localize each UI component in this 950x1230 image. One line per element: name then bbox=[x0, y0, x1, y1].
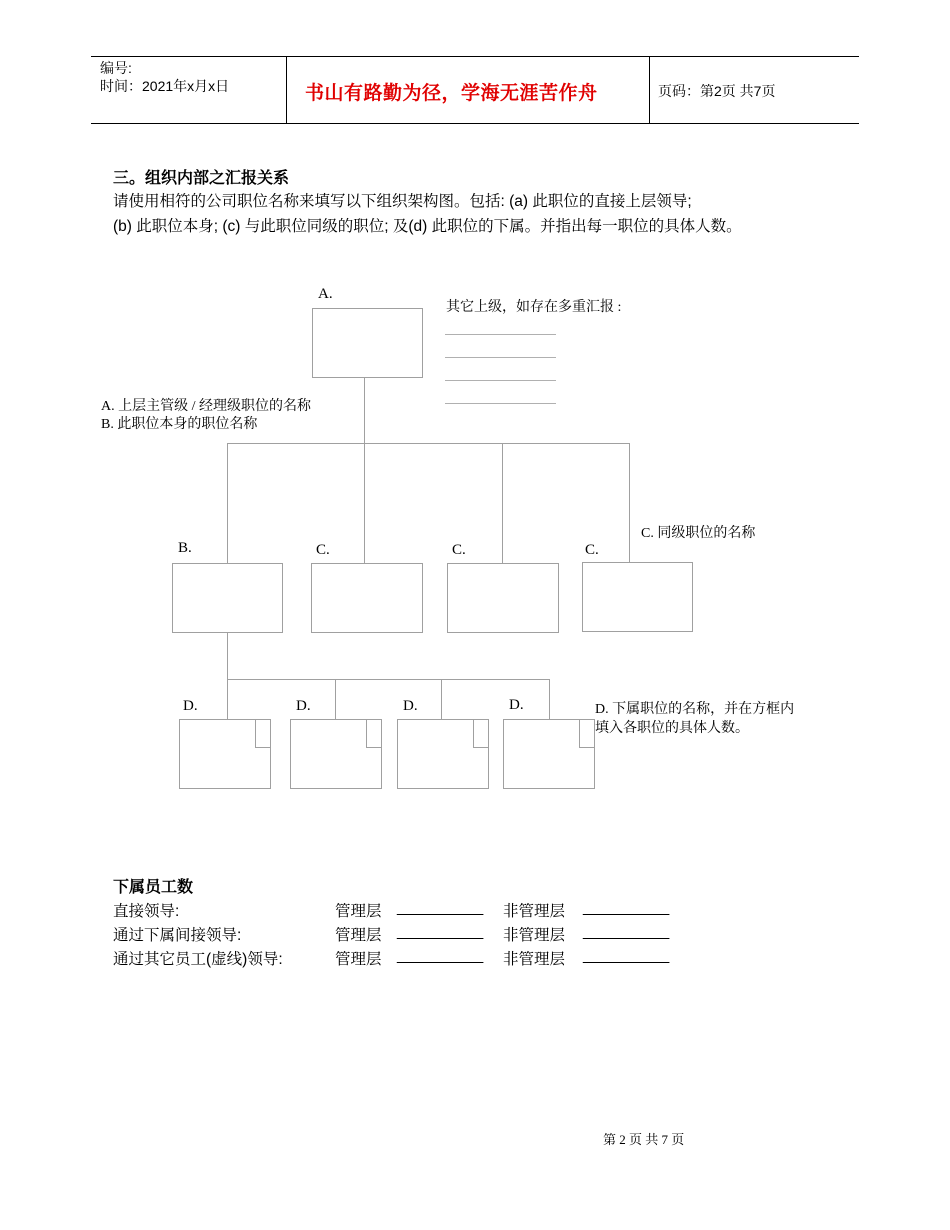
connector-line bbox=[227, 443, 630, 444]
non-management-count-field[interactable]: __________ bbox=[583, 947, 670, 964]
subordinate-position-box[interactable] bbox=[503, 719, 595, 789]
legend-c: C. 同级职位的名称 bbox=[641, 526, 756, 541]
management-count-field[interactable]: __________ bbox=[397, 947, 484, 964]
label-c: C. bbox=[316, 542, 330, 558]
own-position-box[interactable] bbox=[172, 563, 283, 633]
other-superiors-note: 其它上级，如存在多重汇报 : bbox=[446, 300, 622, 315]
headcount-field[interactable] bbox=[255, 719, 271, 748]
subordinate-position-box[interactable] bbox=[179, 719, 271, 789]
connector-line bbox=[227, 631, 228, 679]
peer-position-box[interactable] bbox=[311, 563, 423, 633]
non-management-count-field[interactable]: __________ bbox=[583, 923, 670, 940]
management-label: 管理层 bbox=[335, 951, 382, 968]
headcount-field[interactable] bbox=[579, 719, 595, 748]
connector-line bbox=[364, 377, 365, 443]
document-time-label: 时间：2021年x月x日 bbox=[100, 78, 230, 94]
header-motto: 书山有路勤为径，学海无涯苦作舟 bbox=[305, 83, 598, 104]
label-c: C. bbox=[452, 542, 466, 558]
header-divider bbox=[286, 57, 287, 123]
label-d: D. bbox=[296, 698, 311, 714]
instruction-line-2: (b) 此职位本身; (c) 与此职位同级的职位; 及(d) 此职位的下属。并指出每一职位的具体人数。 bbox=[113, 218, 742, 235]
connector-line bbox=[227, 443, 228, 563]
connector-line bbox=[629, 443, 630, 563]
subordinate-position-box[interactable] bbox=[290, 719, 382, 789]
non-management-label: 非管理层 bbox=[503, 903, 566, 920]
connector-line bbox=[549, 679, 550, 719]
legend-a: A. 上层主管级 / 经理级职位的名称 bbox=[101, 399, 311, 414]
legend-b: B. 此职位本身的职位名称 bbox=[101, 417, 258, 432]
management-label: 管理层 bbox=[335, 927, 382, 944]
management-count-field[interactable]: __________ bbox=[397, 923, 484, 940]
label-d: D. bbox=[403, 698, 418, 714]
staff-row-label: 通过其它员工(虚线)领导: bbox=[113, 951, 283, 968]
staff-row-label: 通过下属间接领导: bbox=[113, 927, 242, 944]
other-superior-blank[interactable] bbox=[445, 403, 556, 404]
peer-position-box[interactable] bbox=[447, 563, 559, 633]
instruction-line-1: 请使用相符的公司职位名称来填写以下组织架构图。包括: (a) 此职位的直接上层领导; bbox=[113, 193, 692, 210]
document-number-label: 编号: bbox=[100, 60, 132, 76]
label-d: D. bbox=[183, 698, 198, 714]
connector-line bbox=[364, 443, 365, 563]
legend-d-line-2: 填入各职位的具体人数。 bbox=[595, 721, 749, 736]
label-c: C. bbox=[585, 542, 599, 558]
connector-line bbox=[335, 679, 336, 719]
other-superior-blank[interactable] bbox=[445, 334, 556, 335]
other-superior-blank[interactable] bbox=[445, 357, 556, 358]
other-superior-blank[interactable] bbox=[445, 380, 556, 381]
section-title: 三。组织内部之汇报关系 bbox=[113, 170, 290, 187]
label-a: A. bbox=[318, 286, 333, 302]
staff-row-label: 直接领导: bbox=[113, 903, 180, 920]
header-page-info: 页码：第2页 共7页 bbox=[658, 83, 776, 99]
page-footer: 第 2 页 共 7 页 bbox=[603, 1132, 685, 1147]
connector-line bbox=[502, 443, 503, 563]
label-d: D. bbox=[509, 697, 524, 713]
connector-line bbox=[441, 679, 442, 719]
connector-line bbox=[227, 679, 228, 719]
connector-line bbox=[227, 679, 549, 680]
header-divider bbox=[649, 57, 650, 123]
headcount-field[interactable] bbox=[473, 719, 489, 748]
management-count-field[interactable]: __________ bbox=[397, 899, 484, 916]
management-label: 管理层 bbox=[335, 903, 382, 920]
non-management-count-field[interactable]: __________ bbox=[583, 899, 670, 916]
non-management-label: 非管理层 bbox=[503, 951, 566, 968]
label-b: B. bbox=[178, 540, 192, 556]
staff-count-title: 下属员工数 bbox=[113, 879, 194, 896]
headcount-field[interactable] bbox=[366, 719, 382, 748]
superior-position-box[interactable] bbox=[312, 308, 423, 378]
non-management-label: 非管理层 bbox=[503, 927, 566, 944]
subordinate-position-box[interactable] bbox=[397, 719, 489, 789]
peer-position-box[interactable] bbox=[582, 562, 693, 632]
legend-d-line-1: D. 下属职位的名称，并在方框内 bbox=[595, 702, 795, 717]
